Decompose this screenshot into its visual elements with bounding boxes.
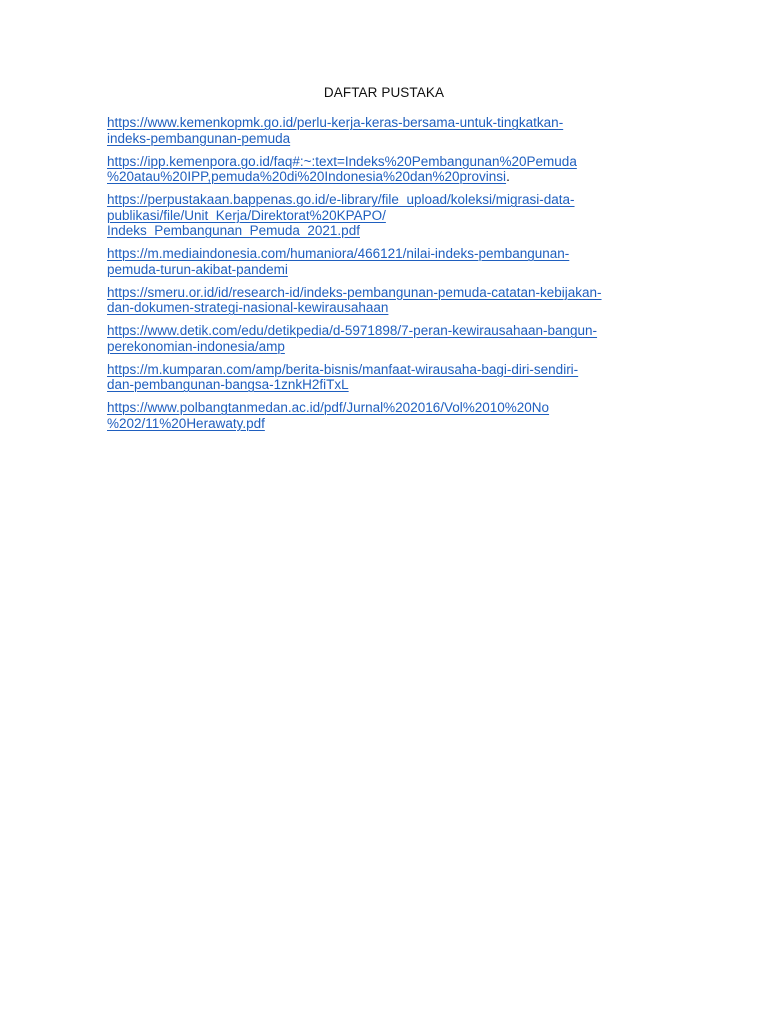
reference-item [107,323,687,354]
reference-link[interactable]: https://m.mediaindonesia.com/humaniora/466121/nilai-indeks-pembangunan- [107,246,570,261]
reference-item [107,115,687,146]
reference-item [107,246,687,277]
reference-line [107,223,687,239]
reference-link[interactable]: publikasi/file/Unit_Kerja/Direktorat%20KPAPO/ [107,207,386,223]
reference-line [107,377,687,393]
reference-link[interactable]: https://www.detik.com/edu/detikpedia/d-5971898/7-peran-kewirausahaan-bangun- [107,323,598,338]
reference-line [107,300,687,316]
reference-line [107,285,687,301]
reference-link[interactable]: pemuda-turun-akibat-pandemi [107,261,288,277]
reference-line [107,208,687,224]
reference-item [107,154,687,185]
reference-line [107,362,687,378]
reference-line [107,323,687,339]
reference-link[interactable]: indeks-pembangunan-pemuda [107,130,291,146]
reference-line [107,131,687,147]
reference-link[interactable]: https://www.polbangtanmedan.ac.id/pdf/Jurnal%202016/Vol%2010%20No [107,400,550,415]
reference-line [107,115,687,131]
page-title: DAFTAR PUSTAKA [323,85,445,100]
reference-link[interactable]: https://m.kumparan.com/amp/berita-bisnis/manfaat-wirausaha-bagi-diri-sendiri- [107,361,579,377]
reference-link[interactable]: perekonomian-indonesia/amp [107,338,285,354]
reference-link[interactable]: https://smeru.or.id/id/research-id/indeks-pembangunan-pemuda-catatan-kebijakan- [107,284,602,300]
reference-line [107,169,687,185]
reference-line [107,416,687,432]
reference-link[interactable]: Indeks_Pembangunan_Pemuda_2021.pdf [107,223,360,238]
reference-link[interactable]: %20atau%20IPP,pemuda%20di%20Indonesia%20dan%20provinsi [107,169,507,184]
reference-item [107,400,687,431]
reference-link[interactable]: %202/11%20Herawaty.pdf [107,415,265,431]
reference-item [107,285,687,316]
reference-link[interactable]: dan-pembangunan-bangsa-1znkH2fiTxL [107,377,349,392]
reference-list [107,115,687,439]
reference-link[interactable]: dan-dokumen-strategi-nasional-kewirausahaan [107,300,389,315]
reference-line [107,246,687,262]
reference-line [107,154,687,170]
reference-link[interactable]: https://perpustakaan.bappenas.go.id/e-library/file_upload/koleksi/migrasi-data- [107,192,575,207]
reference-link[interactable]: https://www.kemenkopmk.go.id/perlu-kerja-keras-bersama-untuk-tingkatkan- [107,115,564,130]
reference-line [107,262,687,278]
reference-item [107,362,687,393]
reference-link[interactable]: https://ipp.kemenpora.go.id/faq#:~:text=Indeks%20Pembangunan%20Pemuda [107,153,577,169]
reference-punctuation: . [506,169,510,184]
reference-line [107,339,687,355]
reference-line [107,192,687,208]
reference-line [107,400,687,416]
reference-item [107,192,687,239]
